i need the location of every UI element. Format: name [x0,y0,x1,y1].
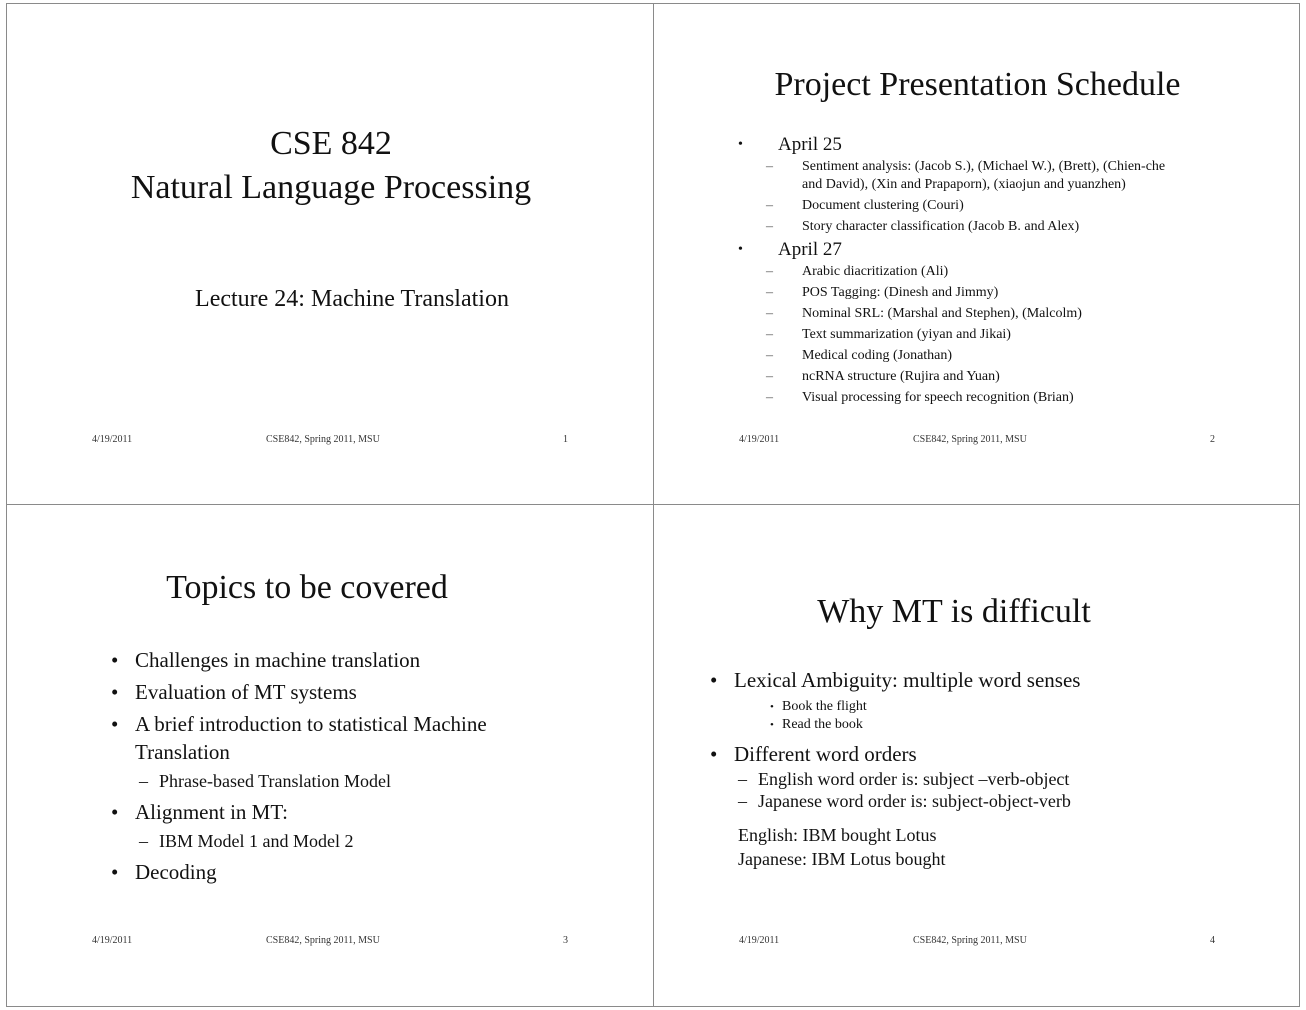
slide-1-footer-date: 4/19/2011 [92,434,133,445]
slide-4-title: Why MT is difficult [817,593,1091,630]
schedule-day-label: April 27 [778,239,842,260]
schedule-item [736,326,1256,344]
topic-subitem-text: Phrase-based Translation Model [159,771,391,791]
slide-1-footer-number: 1 [563,434,568,445]
difficulty-example [710,698,1270,716]
bullet-icon: • [111,648,119,672]
schedule-item-text-continued: and David), (Xin and Prapaporn), (xiaojun and yuanzhen) [802,177,1126,192]
difficulty-list [710,666,1270,818]
schedule-item-text: Sentiment analysis: (Jacob S.), (Michael W.), (Brett), (Chien-che [802,159,1166,174]
slide-1-title-line-1: CSE 842 [270,125,392,162]
dash-icon: – [766,159,773,174]
schedule-item-text: POS Tagging: (Dinesh and Jimmy) [802,285,999,300]
schedule-day [736,134,1256,156]
dash-icon: – [139,771,148,791]
dash-icon: – [766,348,773,363]
slide-4-footer-course: CSE842, Spring 2011, MSU [913,935,1027,946]
dash-icon: – [139,831,148,851]
schedule-day-label: April 25 [778,134,842,155]
topic-item [111,710,541,766]
slide-1-subtitle: Lecture 24: Machine Translation [195,286,509,312]
bullet-icon: • [111,680,119,704]
difficulty-item [710,740,1270,768]
difficulty-example [710,716,1270,734]
dash-icon: – [766,306,773,321]
schedule-item [736,389,1256,407]
slide-1 [6,3,654,505]
slide-1-footer-course: CSE842, Spring 2011, MSU [266,434,380,445]
dash-icon: – [738,791,747,811]
slide-2 [653,3,1300,505]
schedule-item [736,158,1256,194]
topic-item [111,646,541,674]
bullet-icon: • [738,242,743,257]
difficulty-item [710,666,1270,694]
schedule-item-text: Visual processing for speech recognition (Brian) [802,390,1074,405]
difficulty-subitem [710,768,1270,790]
slide-2-footer-course: CSE842, Spring 2011, MSU [913,434,1027,445]
slide-2-footer-number: 2 [1210,434,1215,445]
slide-1-title [7,122,654,210]
bullet-icon: • [738,137,743,152]
bullet-icon: • [111,860,119,884]
topic-item [111,678,541,706]
dash-icon: – [766,369,773,384]
example-japanese: Japanese: IBM Lotus bought [738,849,946,869]
slide-3-footer-course: CSE842, Spring 2011, MSU [266,935,380,946]
slide-2-title: Project Presentation Schedule [774,66,1181,103]
dash-icon: – [766,285,773,300]
schedule-item [736,284,1256,302]
slide-2-footer-date: 4/19/2011 [739,434,780,445]
slide-3-footer-date: 4/19/2011 [92,935,133,946]
schedule-item [736,368,1256,386]
dash-icon: – [766,219,773,234]
difficulty-item-text: Lexical Ambiguity: multiple word senses [734,668,1081,692]
word-order-examples [738,823,945,871]
slide-1-title-line-2: Natural Language Processing [130,169,532,206]
schedule-item-text: Arabic diacritization (Ali) [802,264,949,279]
bullet-icon: • [710,668,718,692]
difficulty-item-text: Different word orders [734,742,917,766]
schedule-item [736,263,1256,281]
difficulty-subitem-text: English word order is: subject –verb-object [758,769,1070,789]
bullet-icon: • [770,701,774,713]
slide-3-title: Topics to be covered [166,569,448,606]
slide-4 [653,504,1300,1007]
bullet-icon: • [111,712,119,736]
difficulty-example-text: Book the flight [782,699,867,714]
topic-item-text: Alignment in MT: [135,800,288,824]
topic-item [111,858,541,886]
schedule-day [736,239,1256,261]
dash-icon: – [766,264,773,279]
bullet-icon: • [710,742,718,766]
difficulty-example-text: Read the book [782,717,863,732]
bullet-icon: • [111,800,119,824]
schedule-item-text: Text summarization (yiyan and Jikai) [802,327,1011,342]
schedule-item [736,218,1256,236]
schedule-item-text: Medical coding (Jonathan) [802,348,953,363]
schedule-item-text: Nominal SRL: (Marshal and Stephen), (Malcolm) [802,306,1082,321]
slide-3-footer-number: 3 [563,935,568,946]
slide-4-footer-number: 4 [1210,935,1215,946]
schedule-item-text: ncRNA structure (Rujira and Yuan) [802,369,1000,384]
example-english: English: IBM bought Lotus [738,825,937,845]
topic-item-text: Evaluation of MT systems [135,680,357,704]
topic-item-text: Challenges in machine translation [135,648,421,672]
topics-list [111,646,541,890]
bullet-icon: • [770,719,774,731]
schedule-item [736,305,1256,323]
topic-item-text: Decoding [135,860,217,884]
difficulty-subitem [710,790,1270,812]
schedule-list [736,134,1256,410]
difficulty-subitem-text: Japanese word order is: subject-object-verb [758,791,1071,811]
dash-icon: – [766,390,773,405]
dash-icon: – [766,327,773,342]
topic-item-text: A brief introduction to statistical Machine [135,712,487,736]
schedule-item [736,197,1256,215]
topic-subitem-text: IBM Model 1 and Model 2 [159,831,354,851]
slide-4-footer-date: 4/19/2011 [739,935,780,946]
schedule-item-text: Document clustering (Couri) [802,198,964,213]
dash-icon: – [766,198,773,213]
topic-item [111,798,541,826]
topic-subitem [111,830,541,852]
dash-icon: – [738,769,747,789]
schedule-item [736,347,1256,365]
schedule-item-text: Story character classification (Jacob B. and Alex) [802,219,1080,234]
topic-item-text-continued: Translation [135,740,230,764]
topic-subitem [111,770,541,792]
slide-3 [6,504,654,1007]
